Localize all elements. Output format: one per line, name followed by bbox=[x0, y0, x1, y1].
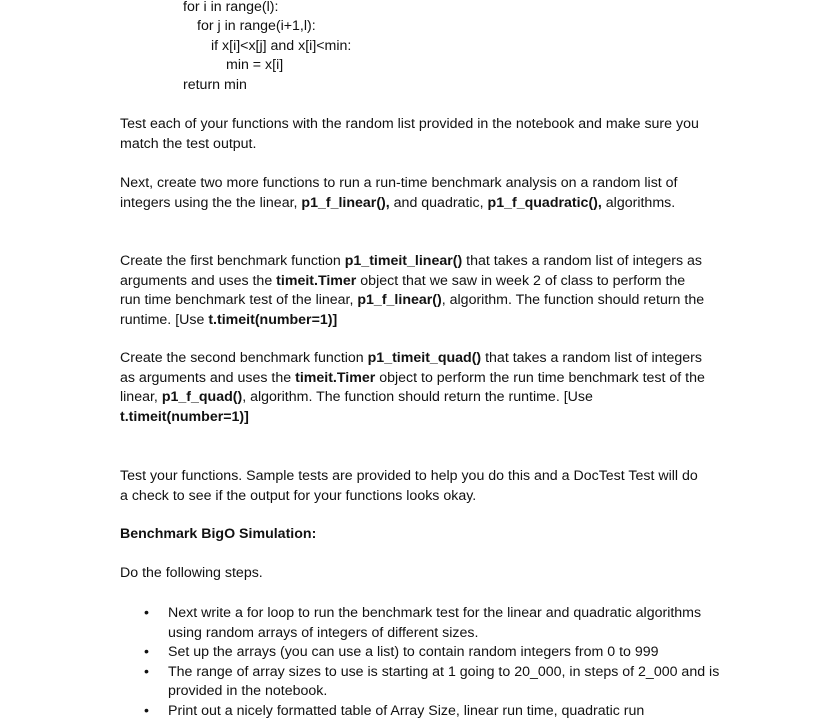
function-name-timeit-linear: p1_timeit_linear() bbox=[344, 253, 463, 269]
function-name-linear: p1_f_linear() bbox=[357, 292, 442, 308]
list-item-text: Next write a for loop to run the benchmark test for the linear and quadratic algorithms using random arrays of integers of different sizes. bbox=[168, 605, 702, 641]
paragraph-text: that takes a random list of integers as arguments and uses the bbox=[120, 253, 702, 289]
list-item bbox=[140, 663, 720, 702]
list-item bbox=[140, 702, 720, 722]
paragraph-benchmark-intro bbox=[120, 174, 705, 213]
section-heading bbox=[120, 525, 705, 545]
paragraph-text: Create the second benchmark function bbox=[120, 350, 368, 366]
function-name-quad: p1_f_quad() bbox=[161, 389, 243, 405]
code-line-for-j: for j in range(i+1,l): bbox=[197, 18, 316, 34]
list-item-text: Print out a nicely formatted table of Array Size, linear run time, quadratic run bbox=[168, 702, 645, 719]
steps-bullet-list bbox=[140, 604, 720, 721]
list-item-text: The range of array sizes to use is starting at 1 going to 20_000, in steps of 2_000 and is provided in the notebook. bbox=[168, 663, 720, 699]
paragraph-text: object that we saw in week 2 of class to perform the run time benchmark test of the linear, bbox=[120, 272, 686, 308]
heading-text: Benchmark BigO Simulation: bbox=[120, 526, 317, 542]
code-timeit-call: t.timeit(number=1)] bbox=[120, 408, 249, 425]
bullet-icon: • bbox=[144, 644, 149, 660]
paragraph-text: that takes a random list of integers as arguments and uses the bbox=[120, 350, 702, 386]
paragraph-test-your-functions bbox=[120, 467, 705, 506]
object-name-timer: timeit.Timer bbox=[295, 369, 376, 386]
paragraph-text: object to perform the run time benchmark test of the linear, bbox=[120, 369, 705, 405]
bullet-icon: • bbox=[144, 663, 149, 680]
paragraph-text: and quadratic, bbox=[389, 194, 488, 211]
function-name-timeit-quad: p1_timeit_quad() bbox=[367, 350, 482, 366]
object-name-timer: timeit.Timer bbox=[276, 272, 357, 289]
paragraph-text: Test your functions. Sample tests are provided to help you do this and a DocTest Test will do a check to see if the output for your functions looks okay. bbox=[120, 468, 698, 504]
code-timeit-call: t.timeit(number=1)] bbox=[208, 311, 338, 328]
code-line-for-i: for i in range(l): bbox=[183, 0, 279, 15]
paragraph-second-benchmark bbox=[120, 349, 705, 427]
code-line-return: return min bbox=[183, 77, 247, 93]
list-item bbox=[140, 604, 720, 643]
list-item-text: Set up the arrays (you can use a list) to contain random integers from 0 to 999 bbox=[168, 644, 659, 660]
paragraph-text: Test each of your functions with the random list provided in the notebook and make sure you match the test output. bbox=[120, 116, 699, 152]
paragraph-text: Next, create two more functions to run a run-time benchmark analysis on a random list of integers using the the linear, bbox=[120, 175, 678, 211]
bullet-icon: • bbox=[144, 605, 149, 621]
paragraph-text: Create the first benchmark function bbox=[120, 253, 345, 269]
paragraph-text: algorithms. bbox=[601, 194, 676, 211]
paragraph-text: Do the following steps. bbox=[120, 565, 263, 581]
function-name-linear: p1_f_linear(), bbox=[301, 194, 390, 211]
bullet-icon: • bbox=[144, 702, 149, 719]
paragraph-text: , algorithm. The function should return the runtime. [Use bbox=[242, 389, 593, 405]
paragraph-do-steps bbox=[120, 564, 705, 584]
code-line-min-assign: min = x[i] bbox=[226, 57, 284, 73]
list-item bbox=[140, 643, 720, 663]
paragraph-first-benchmark bbox=[120, 252, 705, 330]
paragraph-test-functions bbox=[120, 115, 705, 154]
code-line-if: if x[i]<x[j] and x[i]<min: bbox=[211, 38, 352, 54]
paragraph-text: , algorithm. The function should return the runtime. [Use bbox=[120, 292, 705, 328]
function-name-quadratic: p1_f_quadratic(), bbox=[487, 194, 602, 211]
